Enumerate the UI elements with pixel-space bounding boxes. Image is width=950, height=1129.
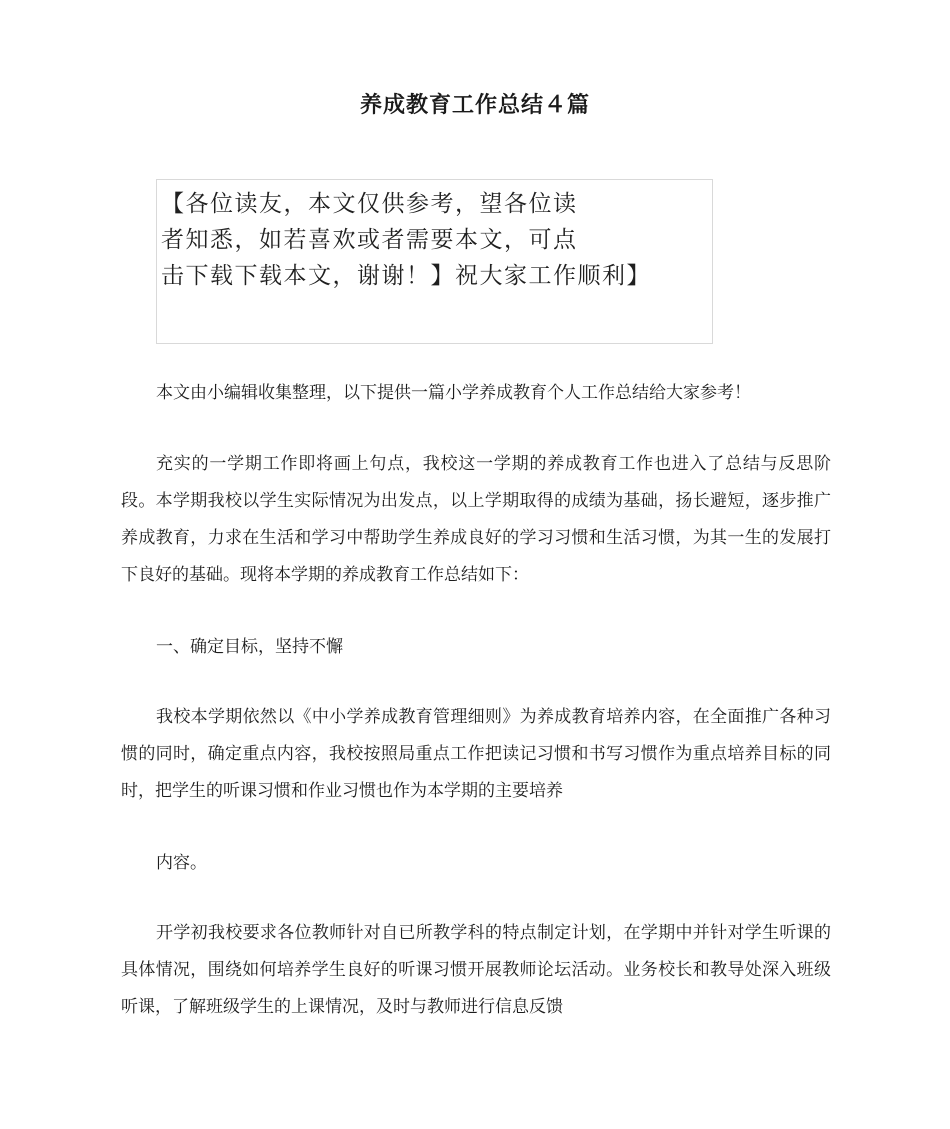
- notice-line-2: 者知悉，如若喜欢或者需要本文，可点: [161, 227, 578, 253]
- section-heading: 一、确定目标，坚持不懈: [156, 637, 343, 657]
- notice-box: [156, 179, 713, 344]
- notice-line-3: [161, 258, 681, 294]
- notice-line-3a: 击下载下载本文，谢谢！】: [161, 263, 455, 289]
- paragraph-plan: 开学初我校要求各位教师针对自已所教学科的特点制定计划，在学期中并针对学生听课的具体情况，围绕如何培养学生良好的听课习惯开展教师论坛活动。业务校长和教导处深入班级听课，了解班级学生的上课情况，及时与教师进行信息反馈: [121, 923, 831, 1017]
- paragraph-content: 内容。: [156, 853, 207, 873]
- document-title: 养成教育工作总结４篇: [359, 93, 590, 118]
- paragraph-goals: 我校本学期依然以《中小学养成教育管理细则》为养成教育培养内容，在全面推广各种习惯的同时，确定重点内容，我校按照局重点工作把读记习惯和书写习惯作为重点培养目标的同时，把学生的听课习惯和作业习惯也作为本学期的主要培养: [121, 707, 831, 801]
- notice-line-1: 【各位读友，本文仅供参考，望各位读: [161, 191, 578, 217]
- paragraph-intro: 本文由小编辑收集整理，以下提供一篇小学养成教育个人工作总结给大家参考！: [156, 383, 751, 403]
- notice-line-3b: 祝大家工作顺利】: [455, 263, 651, 289]
- paragraph-overview: 充实的一学期工作即将画上句点，我校这一学期的养成教育工作也进入了总结与反思阶段。本学期我校以学生实际情况为出发点，以上学期取得的成绩为基础，扬长避短，逐步推广养成教育，力求在生活和学习中帮助学生养成良好的学习习惯和生活习惯，为其一生的发展打下良好的基础。现将本学期的养成教育工作总结如下：: [121, 454, 831, 585]
- notice-text: [161, 186, 681, 294]
